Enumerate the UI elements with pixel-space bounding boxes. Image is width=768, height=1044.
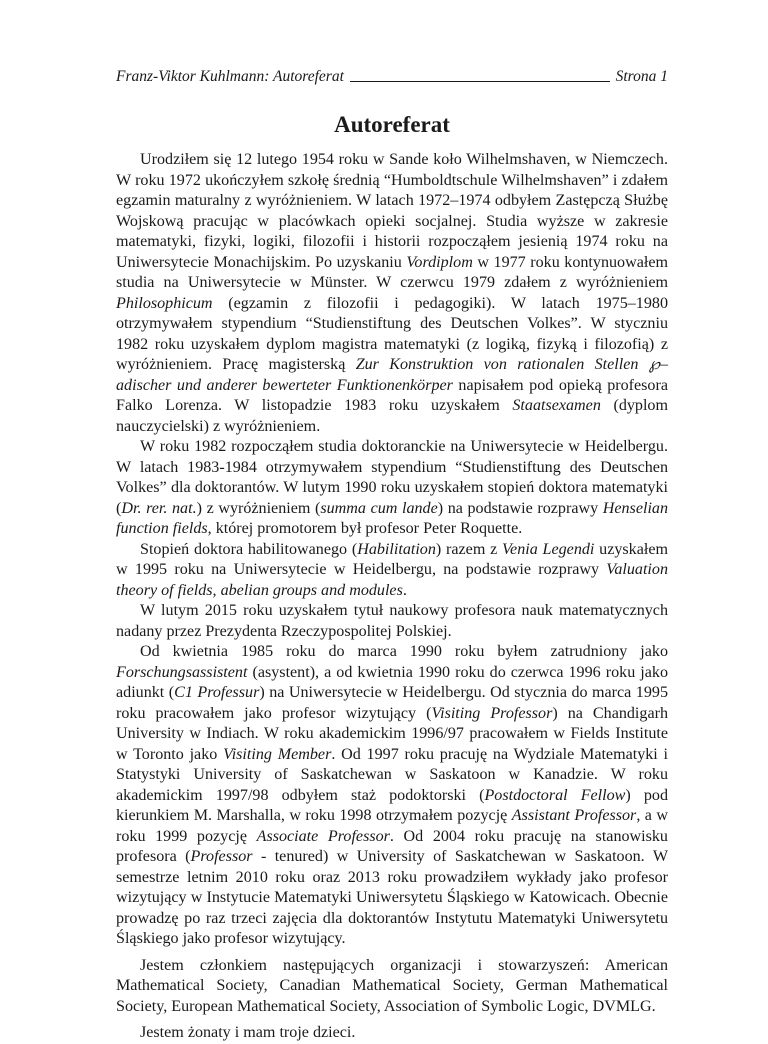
text-run: napisałem pod opieką profesora Falko Lorenza. W listopadzie 1983 roku uzyskałem: [116, 376, 668, 414]
paragraph: [116, 642, 668, 950]
text-run: Od kwietnia 1985 roku do marca 1990 roku byłem zatrudniony jako: [140, 643, 668, 660]
text-run: ) z wyróżnieniem (: [196, 499, 321, 517]
text-run: ) na podstawie rozprawy: [437, 499, 603, 517]
text-run: (egzamin z filozofii i pedagogiki). W latach 1975–1980 otrzymywałem stypendium “Studienstiftung des Deutschen Volkes”. W styczniu 1982 roku uzyskałem dyplom magistra matematyki (z logiką, fizyką i filozofią) z wyróżnieniem. Pracę magisterską: [116, 294, 668, 373]
text-run: w 1977 roku kontynuowałem studia na Uniwersytecie w Münster. W czerwcu 1979 zdałem z wyróżnieniem: [116, 253, 668, 291]
text-run: Jestem członkiem następujących organizacji i stowarzyszeń: American Mathematical Society, Canadian Mathematical Society, German Mathematical Society, European Mathematical Society, Association of Symbolic Logic, DVMLG.: [116, 956, 668, 1015]
italic-term: Postdoctoral Fellow: [484, 786, 626, 804]
text-run: W lutym 2015 roku uzyskałem tytuł naukowy profesora nauk matematycznych nadany przez Prezydenta Rzeczypospolitej Polskiej.: [116, 602, 668, 640]
header-rule: [350, 81, 610, 82]
text-run: ) razem z: [435, 540, 503, 558]
italic-term: Visiting Member: [223, 745, 332, 763]
text-run: . Od 1997 roku pracuję na Wydziale Matematyki i Statystyki University of Saskatchewan w Saskatoon w Kanadzie. W roku akademickim 1997/98 odbyłem staż podoktorski (: [116, 745, 669, 804]
text-run: Stopień doktora habilitowanego (: [140, 540, 358, 558]
text-run: ) pod kierunkiem M. Marshalla, w roku 1998 otrzymałem pozycję: [116, 786, 668, 824]
paragraph: [116, 437, 668, 540]
text-run: (asystent), a od kwietnia 1990 roku do czerwca 1996 roku jako adiunkt (: [116, 663, 668, 701]
italic-term: Staatsexamen: [512, 397, 601, 414]
text-run: - tenured) w University of Saskatchewan w Saskatoon. W semestrze letnim 2010 roku oraz 2013 roku prowadziłem wykłady jako profesor wizytujący w Instytucie Matematyki Uniwersytetu Śląskiego w Katowicach. Obecnie prowadzę po raz trzeci zajęcia dla doktorantów Instytutu Matematyki Uniwersytetu Śląskiego jako profesor wizytujący.: [116, 848, 669, 947]
italic-term: Dr. rer. nat.: [121, 499, 197, 517]
text-run: ) na Uniwersytecie w Heidelbergu. Od stycznia do marca 1995 roku pracowałem jako profesor wizytujący (: [116, 684, 668, 722]
document-body: [116, 150, 668, 1044]
text-run: (dyplom nauczycielski) z wyróżnieniem.: [116, 397, 669, 435]
paragraph: [116, 1023, 668, 1044]
italic-term: C1 Professur: [174, 684, 260, 701]
text-run: ) na Chandigarh University w Indiach. W roku akademickim 1996/97 pracowałem w Fields Institute w Toronto jako: [116, 704, 669, 763]
text-run: , a w roku 1999 pozycję: [116, 807, 668, 845]
text-run: .: [402, 581, 407, 599]
running-header: [116, 66, 668, 86]
italic-term: Visiting Professor: [431, 704, 553, 722]
header-left: Franz-Viktor Kuhlmann: Autoreferat: [116, 68, 344, 85]
text-run: Urodziłem się 12 lutego 1954 roku w Sande koło Wilhelmshaven, w Niemczech. W roku 1972 ukończyłem szkołę średnią “Humboldtschule Wilhelmshaven” i zdałem egzamin maturalny z wyróżnieniem. W latach 1972–1974 odbyłem Zastępczą Służbę Wojskową pracując w placówkach opieki socjalnej. Studia wyższe w zakresie matematyki, fizyki, logiki, filozofii i historii rozpocząłem jesienią 1974 roku na Uniwersytecie Monachijskim. Po uzyskaniu: [116, 151, 668, 271]
text-run: . Od 2004 roku pracuję na stanowisku profesora (: [116, 827, 668, 865]
paragraph: [116, 150, 668, 437]
italic-term: Zur Konstruktion von rationalen Stellen ℘–adischer und anderer bewerteter Funktionenkörper: [116, 356, 668, 394]
italic-term: Assistant Professor: [511, 807, 637, 824]
italic-term: Professor: [190, 848, 253, 865]
text-run: , której promotorem był profesor Peter Roquette.: [207, 520, 523, 537]
italic-term: Philosophicum: [116, 294, 213, 312]
italic-term: Valuation theory of fields, abelian groups and modules: [116, 561, 668, 599]
text-run: Jestem żonaty i mam troje dzieci.: [140, 1024, 356, 1041]
italic-term: Forschungsassistent: [116, 663, 248, 681]
text-run: uzyskałem w 1995 roku na Uniwersytecie w Heidelbergu, na podstawie rozprawy: [116, 540, 668, 578]
italic-term: Vordiplom: [406, 253, 473, 271]
italic-term: Henselian function fields: [116, 499, 669, 537]
document-title: Autoreferat: [334, 112, 450, 137]
italic-term: summa cum lande: [320, 499, 438, 517]
italic-term: Associate Professor: [256, 827, 390, 845]
paragraph: [116, 601, 668, 642]
header-page-number: Strona 1: [615, 68, 668, 85]
paragraph: [116, 540, 668, 602]
text-run: W roku 1982 rozpocząłem studia doktoranckie na Uniwersytecie w Heidelbergu. W latach 1983-1984 otrzymywałem stypendium “Studienstiftung des Deutschen Volkes” dla doktorantów. W lutym 1990 roku uzyskałem stopień doktora matematyki (: [116, 438, 668, 517]
paragraph: [116, 956, 668, 1018]
italic-term: Venia Legendi: [502, 540, 595, 558]
italic-term: Habilitation: [357, 540, 436, 558]
